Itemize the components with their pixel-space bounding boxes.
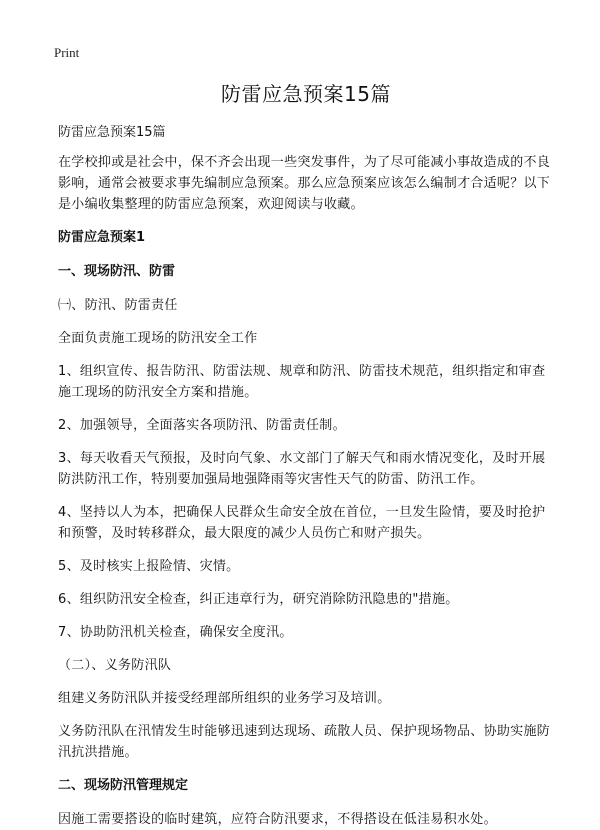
paragraph: 因施工需要搭设的临时建筑，应符合防汛要求，不得搭设在低洼易积水处。 (58, 812, 497, 827)
section-heading: 防雷应急预案1 (58, 230, 146, 245)
print-link[interactable]: Print (54, 45, 80, 60)
document-subtitle: 防雷应急预案15篇 (58, 125, 166, 140)
paragraph: 6、组织防汛安全检查，纠正违章行为，研究消除防汛隐患的"措施。 (58, 592, 459, 607)
paragraph: ㈠、防汛、防雷责任 (58, 298, 178, 313)
paragraph: 全面负责施工现场的防汛安全工作 (58, 331, 258, 346)
paragraph: 4、坚持以人为本，把确保人民群众生命安全放在首位，一旦发生险情，要及时抢护和预警，及时转移群众，最大限度的减少人员伤亡和财产损失。 (58, 505, 546, 541)
paragraph: （二）、义务防汛队 (58, 658, 172, 673)
paragraph: 义务防汛队在汛情发生时能够迅速到达现场、疏散人员、保护现场物品、协助实施防汛抗洪措施。 (58, 724, 551, 760)
paragraph: 组建义务防汛队并接受经理部所组织的业务学习及培训。 (58, 691, 391, 706)
paragraph: 2、加强领导，全面落实各项防汛、防雷责任制。 (58, 418, 346, 433)
section-heading: 一、现场防汛、防雷 (58, 264, 176, 279)
section-heading: 二、现场防汛管理规定 (58, 778, 189, 793)
paragraph: 1、组织宣传、报告防汛、防雷法规、规章和防汛、防雷技术规范，组织指定和审查施工现场的防汛安全方案和措施。 (58, 364, 546, 400)
page-title: 防雷应急预案15篇 (221, 82, 391, 106)
paragraph: 3、每天收看天气预报，及时向气象、水文部门了解天气和雨水情况变化，及时开展防洪防汛工作，特别要加强局地强降雨等灾害性天气的防雷、防汛工作。 (58, 451, 546, 487)
intro-paragraph: 在学校抑或是社会中，保不齐会出现一些突发事件，为了尽可能减小事故造成的不良影响，通常会被要求事先编制应急预案。那么应急预案应该怎么编制才合适呢？以下是小编收集整理的防雷应急预案，欢迎阅读与收藏。 (58, 155, 551, 212)
document-body (58, 122, 558, 830)
paragraph: 5、及时核实上报险情、灾情。 (58, 559, 240, 574)
paragraph: 7、协助防汛机关检查，确保安全度汛。 (58, 625, 293, 640)
